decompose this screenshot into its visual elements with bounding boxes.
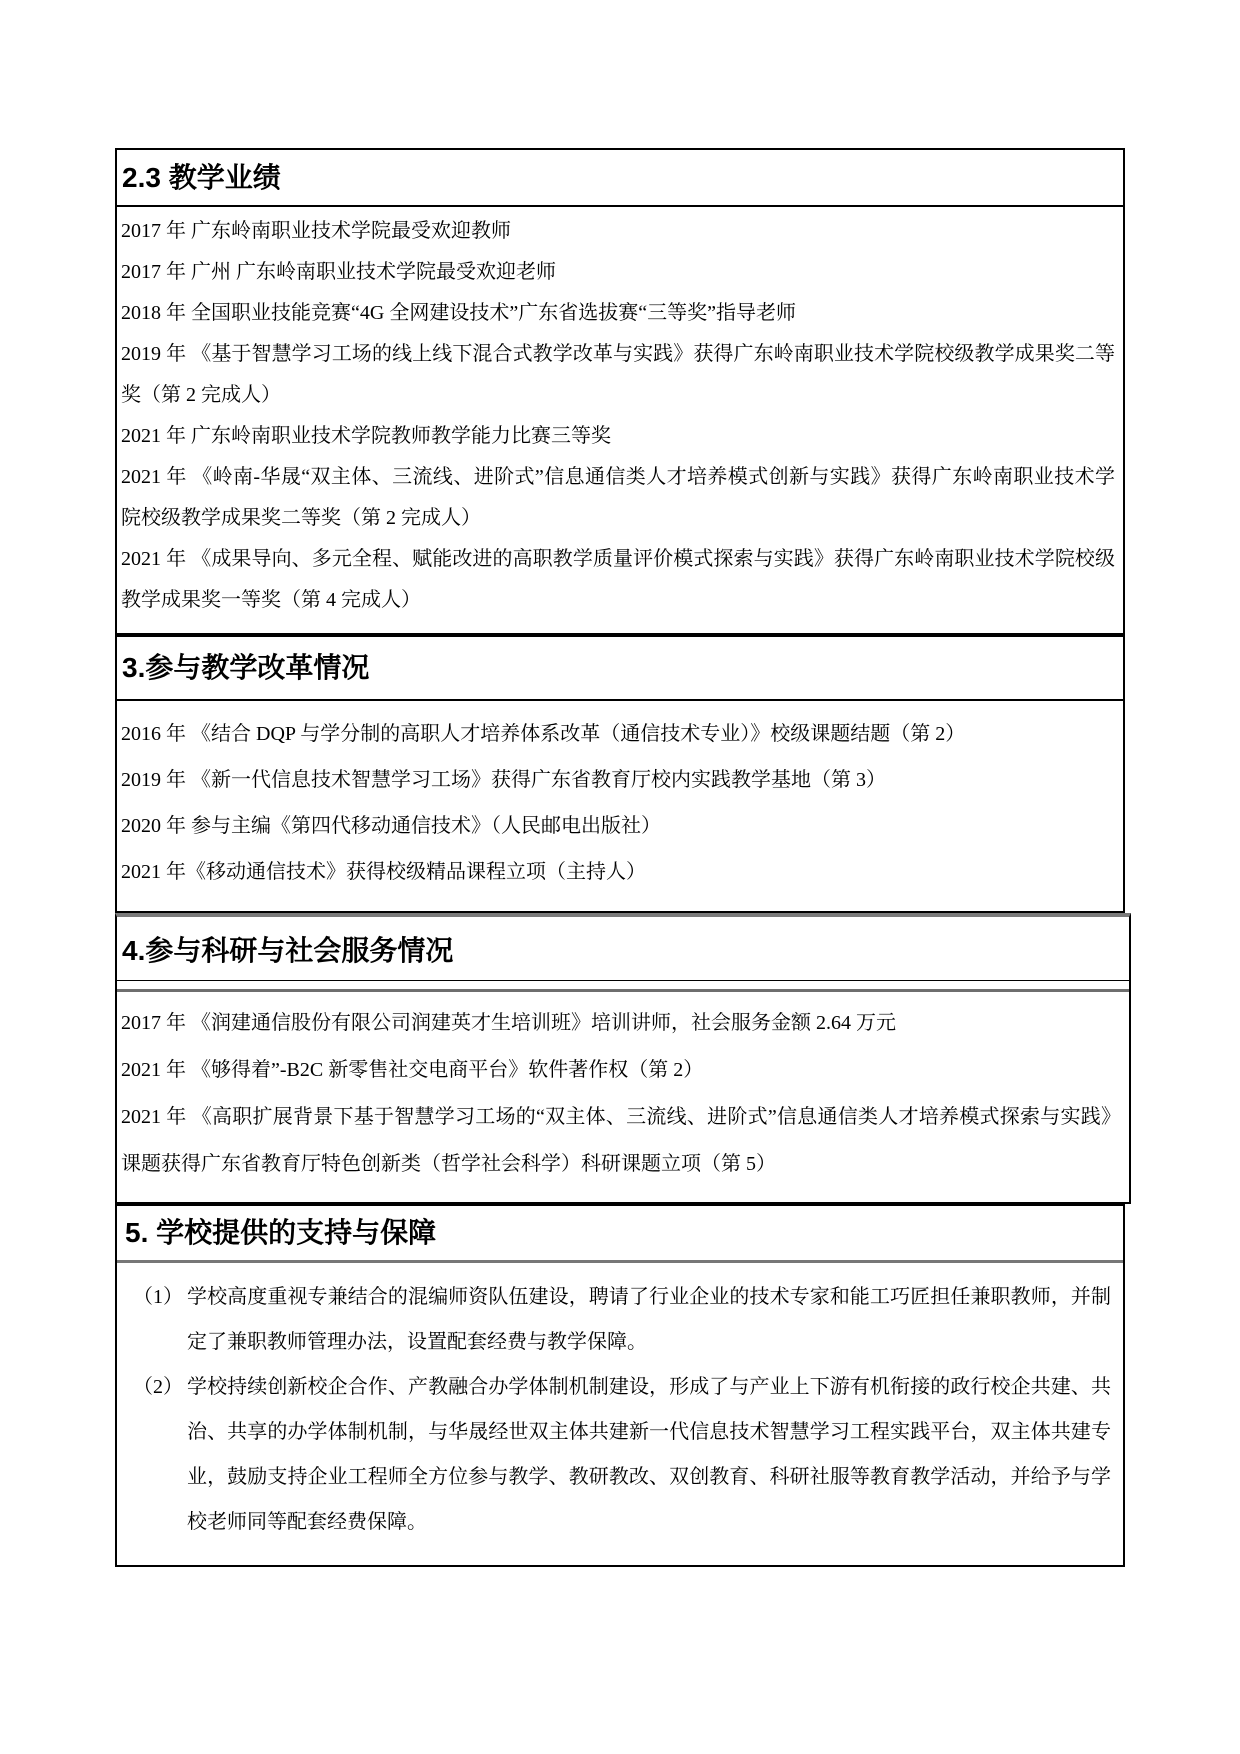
- table-teaching: [115, 148, 1125, 913]
- list-item: 2017 年 广东岭南职业技术学院最受欢迎教师: [121, 220, 511, 242]
- document-body: [115, 148, 1125, 1567]
- section-body-teaching-reform: [117, 701, 1123, 911]
- list-item: 2019 年 《基于智慧学习工场的线上线下混合式教学改革与实践》获得广东岭南职业技术学院校级教学成果奖二等奖（第 2 完成人）: [121, 343, 1115, 406]
- list-item: [133, 1365, 1111, 1545]
- list-item-marker: （2）: [133, 1376, 183, 1398]
- section-body-teaching-achievements: [117, 207, 1123, 633]
- list-item: 2021 年 《成果导向、多元全程、赋能改进的高职教学质量评价模式探索与实践》获得广东岭南职业技术学院校级教学成果奖一等奖（第 4 完成人）: [121, 548, 1115, 611]
- list-item: 2019 年 《新一代信息技术智慧学习工场》获得广东省教育厅校内实践教学基地（第 3）: [121, 769, 886, 791]
- list-item: 2021 年 《高职扩展背景下基于智慧学习工场的“双主体、三流线、进阶式”信息通信类人才培养模式探索与实践》课题获得广东省教育厅特色创新类（哲学社会科学）科研课题立项（第 5）: [121, 1106, 1121, 1175]
- section-title-research-service: 4.参与科研与社会服务情况: [122, 935, 454, 966]
- list-item: 2016 年 《结合 DQP 与学分制的高职人才培养体系改革（通信技术专业）》校级课题结题（第 2）: [121, 723, 966, 745]
- table-school-support: [115, 1204, 1125, 1567]
- list-item: 2021 年 《岭南-华晟“双主体、三流线、进阶式”信息通信类人才培养模式创新与实践》获得广东岭南职业技术学院校级教学成果奖二等奖（第 2 完成人）: [121, 466, 1115, 529]
- list-item: 2020 年 参与主编《第四代移动通信技术》（人民邮电出版社）: [121, 815, 661, 837]
- section-body-research-service: [117, 992, 1129, 1202]
- list-item: 2017 年 《润建通信股份有限公司润建英才生培训班》培训讲师，社会服务金额 2.64 万元: [121, 1012, 896, 1034]
- section-title-teaching-reform: 3.参与教学改革情况: [117, 633, 1123, 701]
- list-item: 2018 年 全国职业技能竞赛“4G 全网建设技术”广东省选拔赛“三等奖”指导老师: [121, 302, 796, 324]
- list-item: 2021 年《移动通信技术》获得校级精品课程立项（主持人）: [121, 861, 646, 883]
- section-body-school-support: [117, 1263, 1123, 1565]
- list-item: 2021 年 广东岭南职业技术学院教师教学能力比赛三等奖: [121, 425, 611, 447]
- list-item: [133, 1275, 1111, 1365]
- list-item-text: 学校持续创新校企合作、产教融合办学体制机制建设，形成了与产业上下游有机衔接的政行校企共建、共治、共享的办学体制机制，与华晟经世双主体共建新一代信息技术智慧学习工程实践平台，双主体共建专业，鼓励支持企业工程师全方位参与教学、教研教改、双创教育、科研社服等教育教学活动，并给予与学校老师同等配套经费保障。: [187, 1376, 1111, 1533]
- list-item-text: 学校高度重视专兼结合的混编师资队伍建设，聘请了行业企业的技术专家和能工巧匠担任兼职教师，并制定了兼职教师管理办法，设置配套经费与教学保障。: [187, 1286, 1111, 1353]
- list-item: 2021 年 《够得着”-B2C 新零售社交电商平台》软件著作权（第 2）: [121, 1059, 704, 1081]
- list-item-marker: （1）: [133, 1286, 183, 1308]
- header-divider: [117, 980, 1129, 992]
- section-title-teaching-achievements: 2.3 教学业绩: [117, 150, 1123, 207]
- section-title-school-support: 5. 学校提供的支持与保障: [117, 1206, 1123, 1263]
- list-item: 2017 年 广州 广东岭南职业技术学院最受欢迎老师: [121, 261, 556, 283]
- table-research-service: [115, 913, 1131, 1204]
